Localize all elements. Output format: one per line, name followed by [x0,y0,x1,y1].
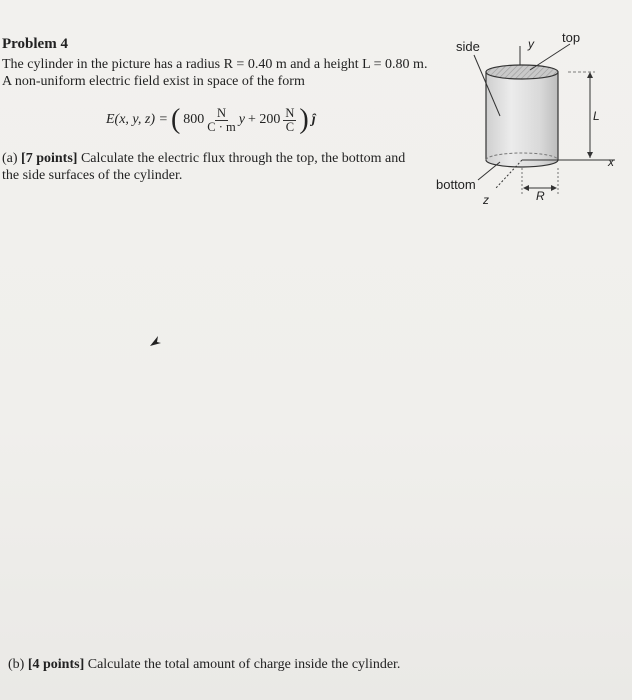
label-top: top [562,30,581,45]
unit-fraction-1 [207,107,235,134]
equation-lhs: E(x, y, z) = [106,112,168,127]
part-b-text: Calculate the total amount of charge inside the cylinder. [87,657,401,672]
R-arrow-left [523,185,529,191]
label-dimension-L: L [593,109,600,123]
coefficient-2: + 200 [247,112,281,127]
part-a-label: (a) [2,151,18,166]
cylinder-top-surface [486,65,558,79]
label-bottom: bottom [436,177,476,192]
right-paren: ) [299,104,309,135]
coefficient-1: 800 [183,112,205,127]
unit-2-denominator: C [285,119,295,134]
part-b-points: [4 points] [27,657,85,672]
problem-statement-line-2: A non-uniform electric field exist in space of the form [2,74,305,89]
part-b-question [8,657,400,673]
unit-1-numerator: N [216,105,227,120]
L-arrow-top [587,72,593,78]
part-a-question [2,150,422,184]
L-arrow-bottom [587,152,593,158]
label-axis-x: x [608,155,614,169]
top-leader-line [530,44,570,70]
unit-1-denominator: C · m [207,119,236,134]
cylinder-diagram [430,28,630,210]
electric-field-equation [106,100,316,140]
unit-fraction-2 [283,107,296,134]
problem-statement-line-1: The cylinder in the picture has a radius R = 0.40 m and a height L = 0.80 m. [2,57,428,72]
variable-y: y [238,112,245,127]
bottom-leader-line [478,162,500,180]
label-side: side [456,39,480,54]
problem-title: Problem 4 [2,36,68,52]
unit-vector-j: ĵ [311,112,316,127]
label-axis-z: z [483,193,489,207]
R-arrow-right [551,185,557,191]
label-dimension-R: R [536,189,545,203]
part-b-label: (b) [8,657,25,672]
unit-2-numerator: N [285,105,295,120]
left-paren: ( [170,104,181,135]
part-a-text: Calculate the electric flux through the top, the bottom and the side surfaces of the cylinder. [2,151,406,183]
label-axis-y: y [528,37,534,51]
mouse-pointer-icon [148,334,162,348]
part-a-points: [7 points] [21,151,78,166]
